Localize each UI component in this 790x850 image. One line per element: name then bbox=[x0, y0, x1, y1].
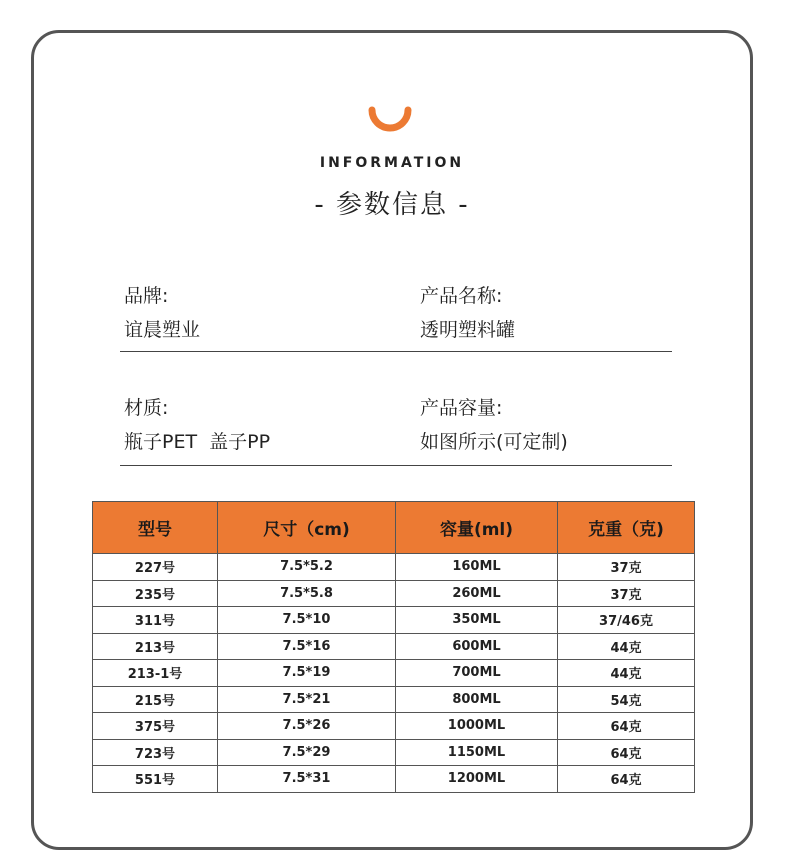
cell-model: 375号 bbox=[93, 713, 218, 740]
cell-size: 7.5*5.8 bbox=[218, 580, 396, 607]
cell-weight: 37克 bbox=[558, 580, 695, 607]
capacity-label: 产品容量: bbox=[420, 397, 503, 419]
section-title-en: INFORMATION bbox=[319, 155, 465, 171]
cell-capacity: 700ML bbox=[396, 660, 558, 687]
cell-capacity: 160ML bbox=[396, 554, 558, 581]
cell-size: 7.5*16 bbox=[218, 633, 396, 660]
table-row bbox=[93, 633, 695, 660]
table-row bbox=[93, 660, 695, 687]
table-row bbox=[93, 580, 695, 607]
cell-capacity: 800ML bbox=[396, 686, 558, 713]
table-row bbox=[93, 607, 695, 634]
table-row bbox=[93, 766, 695, 793]
capacity-value: 如图所示(可定制) bbox=[420, 431, 568, 453]
spec-table bbox=[92, 501, 695, 793]
cell-model: 213号 bbox=[93, 633, 218, 660]
brand-label: 品牌: bbox=[124, 285, 169, 307]
cell-model: 227号 bbox=[93, 554, 218, 581]
table-row bbox=[93, 713, 695, 740]
cell-model: 213-1号 bbox=[93, 660, 218, 687]
cell-model: 723号 bbox=[93, 739, 218, 766]
cell-capacity: 1000ML bbox=[396, 713, 558, 740]
table-row bbox=[93, 739, 695, 766]
cell-model: 311号 bbox=[93, 607, 218, 634]
cell-model: 235号 bbox=[93, 580, 218, 607]
cell-capacity: 260ML bbox=[396, 580, 558, 607]
product-name-value: 透明塑料罐 bbox=[420, 319, 516, 341]
section-title-cn: - 参数信息 - bbox=[314, 190, 470, 220]
cell-capacity: 1150ML bbox=[396, 739, 558, 766]
divider bbox=[120, 465, 672, 466]
cell-size: 7.5*5.2 bbox=[218, 554, 396, 581]
cell-size: 7.5*19 bbox=[218, 660, 396, 687]
material-value: 瓶子PET 盖子PP bbox=[124, 431, 271, 453]
cell-weight: 37克 bbox=[558, 554, 695, 581]
product-name-label: 产品名称: bbox=[420, 285, 503, 307]
cell-capacity: 350ML bbox=[396, 607, 558, 634]
divider bbox=[120, 351, 672, 352]
cell-size: 7.5*26 bbox=[218, 713, 396, 740]
cell-size: 7.5*29 bbox=[218, 739, 396, 766]
cell-model: 551号 bbox=[93, 766, 218, 793]
header-size: 尺寸（cm) bbox=[218, 502, 396, 554]
cell-weight: 64克 bbox=[558, 739, 695, 766]
header-model: 型号 bbox=[93, 502, 218, 554]
table-row bbox=[93, 686, 695, 713]
arc-decoration-icon bbox=[366, 96, 414, 134]
material-label: 材质: bbox=[124, 397, 169, 419]
cell-model: 215号 bbox=[93, 686, 218, 713]
cell-capacity: 1200ML bbox=[396, 766, 558, 793]
table-header-row bbox=[93, 502, 695, 554]
cell-weight: 64克 bbox=[558, 766, 695, 793]
cell-size: 7.5*31 bbox=[218, 766, 396, 793]
cell-weight: 37/46克 bbox=[558, 607, 695, 634]
cell-weight: 64克 bbox=[558, 713, 695, 740]
cell-weight: 44克 bbox=[558, 633, 695, 660]
cell-size: 7.5*10 bbox=[218, 607, 396, 634]
table-row bbox=[93, 554, 695, 581]
cell-capacity: 600ML bbox=[396, 633, 558, 660]
cell-weight: 44克 bbox=[558, 660, 695, 687]
brand-value: 谊晨塑业 bbox=[124, 319, 201, 341]
cell-weight: 54克 bbox=[558, 686, 695, 713]
cell-size: 7.5*21 bbox=[218, 686, 396, 713]
header-weight: 克重（克) bbox=[558, 502, 695, 554]
header-capacity: 容量(ml) bbox=[396, 502, 558, 554]
